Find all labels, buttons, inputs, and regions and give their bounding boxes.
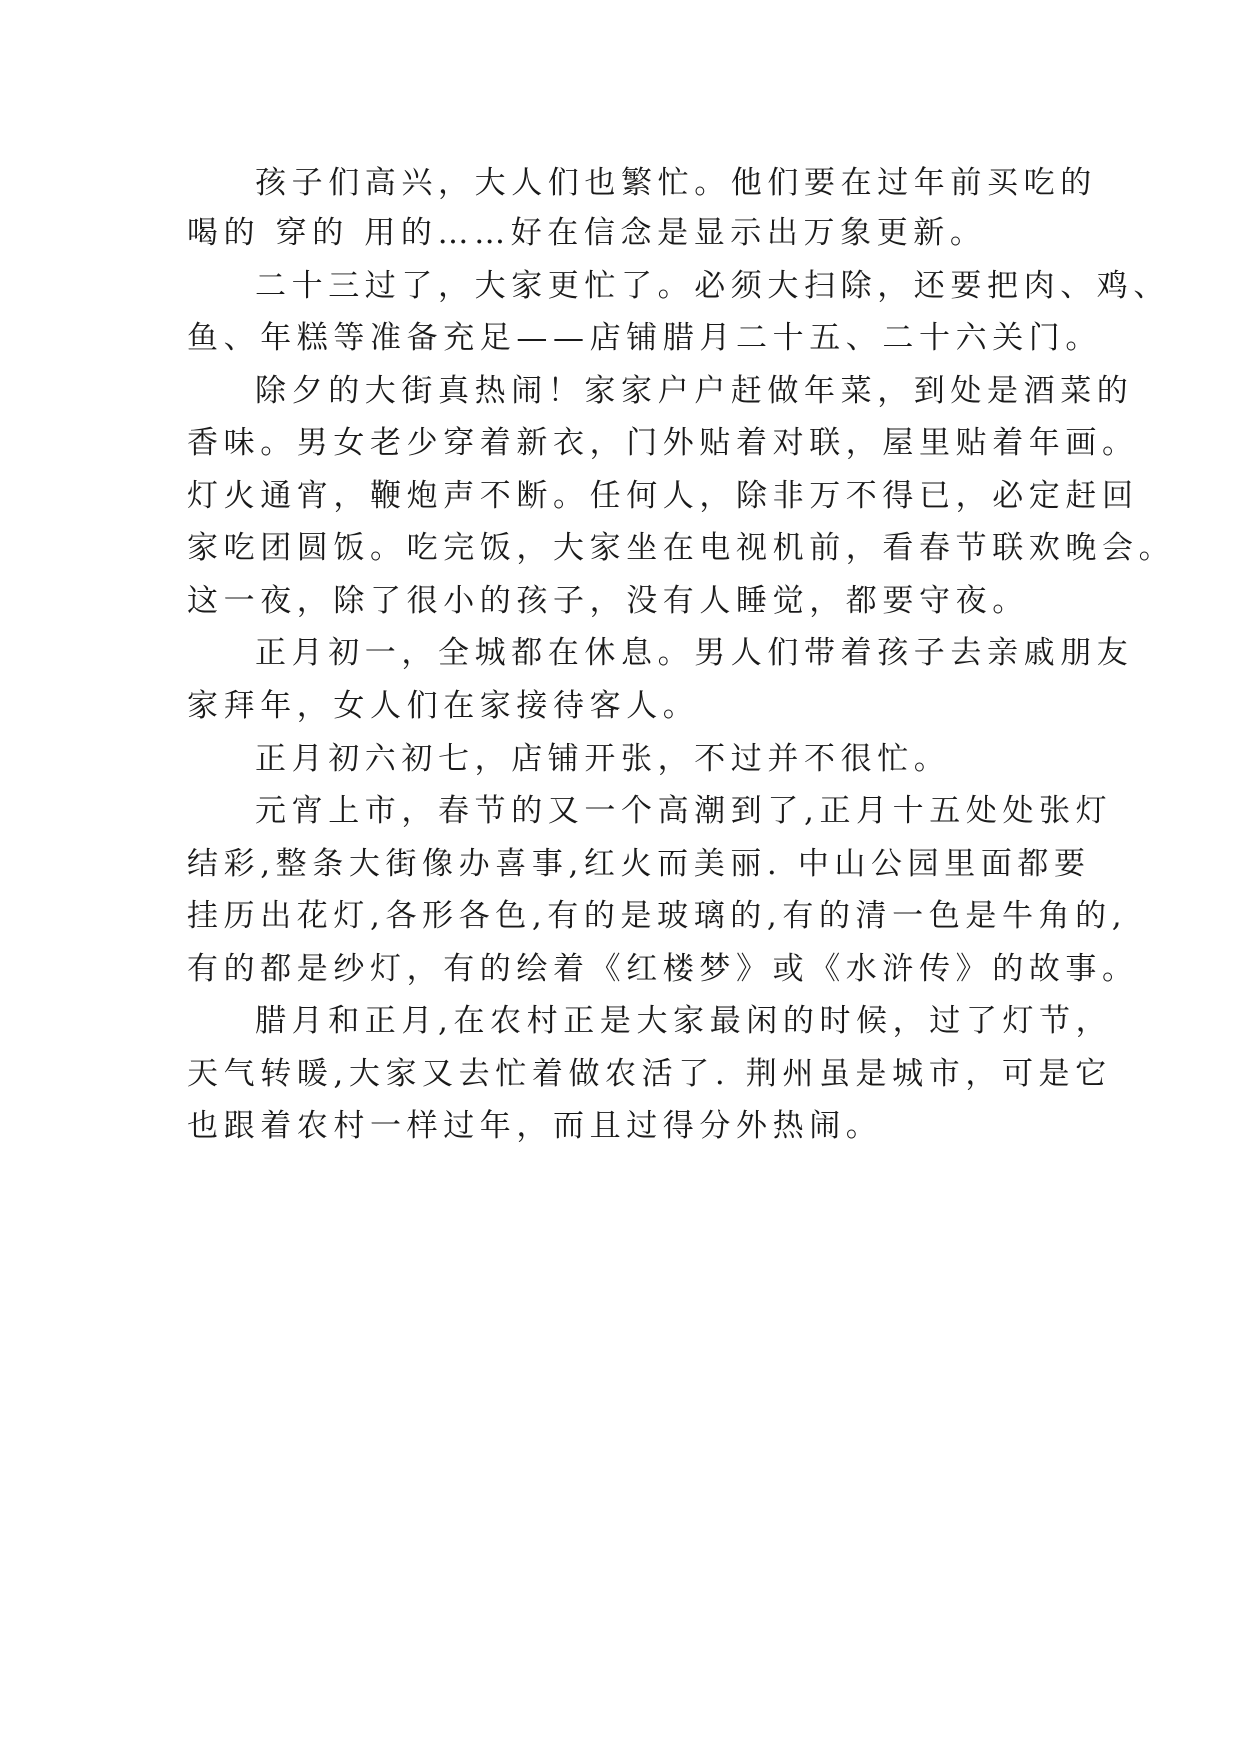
paragraph-3-line-5: 这一夜，除了很小的孩子，没有人睡觉，都要守夜。 xyxy=(187,583,1029,619)
paragraph-6-line-2: 结彩,整条大街像办喜事,红火而美丽. 中山公园里面都要 xyxy=(187,846,1091,882)
paragraph-3-line-3: 灯火通宵，鞭炮声不断。任何人，除非万不得已，必定赶回 xyxy=(187,478,1139,514)
paragraph-2-line-2: 鱼、年糕等准备充足——店铺腊月二十五、二十六关门。 xyxy=(187,320,1102,356)
paragraph-6-line-1: 元宵上市，春节的又一个高潮到了,正月十五处处张灯 xyxy=(255,793,1113,829)
paragraph-4-line-2: 家拜年，女人们在家接待客人。 xyxy=(187,688,700,724)
paragraph-2-line-1: 二十三过了，大家更忙了。必须大扫除，还要把肉、鸡、 xyxy=(255,268,1170,304)
paragraph-4-line-1: 正月初一，全城都在休息。男人们带着孩子去亲戚朋友 xyxy=(255,635,1134,671)
paragraph-6-line-4: 有的都是纱灯，有的绘着《红楼梦》或《水浒传》的故事。 xyxy=(187,951,1139,987)
paragraph-7-line-2: 天气转暖,大家又去忙着做农活了. 荆州虽是城市，可是它 xyxy=(187,1056,1112,1092)
paragraph-7-line-1: 腊月和正月,在农村正是大家最闲的时候，过了灯节， xyxy=(255,1003,1113,1039)
paragraph-3-line-4: 家吃团圆饭。吃完饭，大家坐在电视机前，看春节联欢晚会。 xyxy=(187,530,1176,566)
paragraph-7-line-3: 也跟着农村一样过年，而且过得分外热闹。 xyxy=(187,1108,883,1144)
paragraph-1-line-1: 孩子们高兴，大人们也繁忙。他们要在过年前买吃的 xyxy=(255,165,1097,201)
paragraph-6-line-3: 挂历出花灯,各形各色,有的是玻璃的,有的清一色是牛角的, xyxy=(187,898,1128,934)
paragraph-3-line-2: 香味。男女老少穿着新衣，门外贴着对联，屋里贴着年画。 xyxy=(187,425,1139,461)
paragraph-1-line-2: 喝的 穿的 用的……好在信念是显示出万象更新。 xyxy=(187,215,987,251)
paragraph-5-line-1: 正月初六初七，店铺开张，不过并不很忙。 xyxy=(255,741,951,777)
paragraph-3-line-1: 除夕的大街真热闹！家家户户赶做年菜，到处是酒菜的 xyxy=(255,373,1134,409)
